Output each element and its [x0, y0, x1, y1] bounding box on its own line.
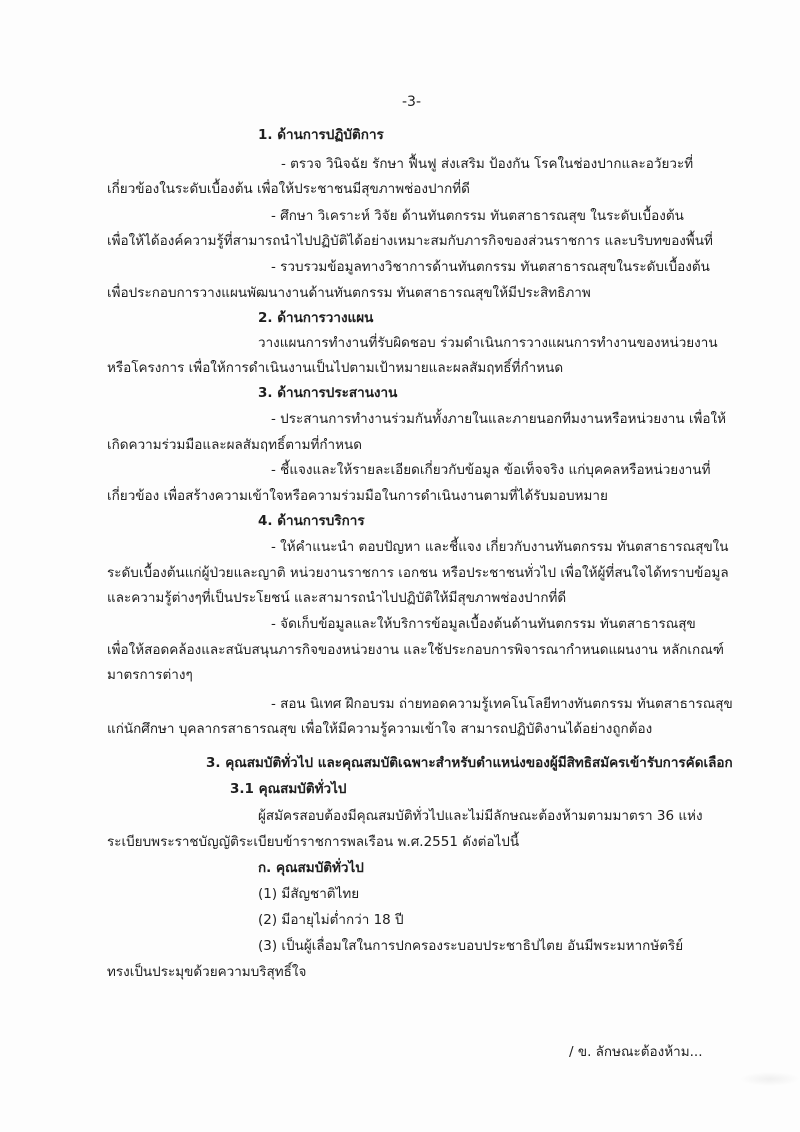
qualification-item: (1) มีสัญชาติไทย — [258, 886, 360, 902]
paragraph-line: ระดับเบื้องต้นแก่ผู้ป่วยและญาติ หน่วยงานราชการ เอกชน หรือประชาชนทั่วไป เพื่อให้ผู้ที่สนใจได้ทราบข้อมูล — [107, 565, 729, 581]
qualification-item: (2) มีอายุไม่ต่ำกว่า 18 ปี — [258, 912, 404, 928]
paragraph-line: - รวบรวมข้อมูลทางวิชาการด้านทันตกรรม ทันตสาธารณสุขในระดับเบื้องต้น — [271, 259, 710, 275]
paragraph-line: เกี่ยวข้อง เพื่อสร้างความเข้าใจหรือความร่วมมือในการดำเนินงานตามที่ได้รับมอบหมาย — [107, 488, 608, 504]
qualifications-sub-heading: 3.1 คุณสมบัติทั่วไป — [230, 781, 347, 797]
paragraph-line: วางแผนการทำงานที่รับผิดชอบ ร่วมดำเนินการวางแผนการทำงานของหน่วยงาน — [258, 335, 718, 351]
paragraph-line: - ชี้แจงและให้รายละเอียดเกี่ยวกับข้อมูล ข้อเท็จจริง แก่บุคคลหรือหน่วยงานที่ — [271, 462, 711, 478]
qualification-item: (3) เป็นผู้เลื่อมใสในการปกครองระบอบประชาธิปไตย อันมีพระมหากษัตริย์ — [258, 938, 684, 954]
section-3-heading: 3. ด้านการประสานงาน — [258, 385, 398, 401]
qualification-item: ทรงเป็นประมุขด้วยความบริสุทธิ์ใจ — [107, 964, 307, 980]
paragraph-line: - จัดเก็บข้อมูลและให้บริการข้อมูลเบื้องต้นด้านทันตกรรม ทันตสาธารณสุข — [271, 616, 696, 632]
paragraph-line: มาตรการต่างๆ — [107, 667, 193, 683]
general-qualifications-heading: ก. คุณสมบัติทั่วไป — [258, 860, 364, 876]
page-number: -3- — [402, 94, 422, 110]
paragraph-line: ระเบียบพระราชบัญญัติระเบียบข้าราชการพลเรือน พ.ศ.2551 ดังต่อไปนี้ — [107, 834, 520, 850]
section-2-heading: 2. ด้านการวางแผน — [258, 310, 374, 326]
paragraph-line: เพื่อให้สอดคล้องและสนับสนุนภารกิจของหน่วยงาน และใช้ประกอบการพิจารณากำหนดแผนงาน หลักเกณฑ์ — [107, 642, 724, 658]
paragraph-line: เพื่อให้ได้องค์ความรู้ที่สามารถนำไปปฏิบัติได้อย่างเหมาะสมกับภารกิจของส่วนราชการ และบริบทของพื้นที่ — [107, 233, 713, 249]
paragraph-line: เกิดความร่วมมือและผลสัมฤทธิ์ตามที่กำหนด — [107, 437, 363, 453]
paragraph-line: - ประสานการทำงานร่วมกันทั้งภายในและภายนอกทีมงานหรือหน่วยงาน เพื่อให้ — [271, 411, 727, 427]
section-4-heading: 4. ด้านการบริการ — [258, 513, 365, 529]
paragraph-line: และความรู้ต่างๆที่เป็นประโยชน์ และสามารถนำไปปฏิบัติให้มีสุขภาพช่องปากที่ดี — [107, 590, 567, 606]
continuation-note: / ข. ลักษณะต้องห้าม... — [569, 1044, 703, 1060]
scan-smudge — [740, 1072, 800, 1086]
paragraph-line: หรือโครงการ เพื่อให้การดำเนินงานเป็นไปตามเป้าหมายและผลสัมฤทธิ์ที่กำหนด — [107, 360, 564, 376]
paragraph-line: เกี่ยวข้องในระดับเบื้องต้น เพื่อให้ประชาชนมีสุขภาพช่องปากที่ดี — [107, 181, 470, 197]
paragraph-line: ผู้สมัครสอบต้องมีคุณสมบัติทั่วไปและไม่มีลักษณะต้องห้ามตามมาตรา 36 แห่ง — [258, 808, 703, 824]
section-1-heading: 1. ด้านการปฏิบัติการ — [258, 127, 384, 143]
paragraph-line: - ตรวจ วินิจฉัย รักษา ฟื้นฟู ส่งเสริม ป้องกัน โรคในช่องปากและอวัยวะที่ — [281, 156, 694, 172]
paragraph-line: แก่นักศึกษา บุคลากรสาธารณสุข เพื่อให้มีความรู้ความเข้าใจ สามารถปฏิบัติงานได้อย่างถูกต้อง — [107, 721, 653, 737]
paragraph-line: - ศึกษา วิเคราะห์ วิจัย ด้านทันตกรรม ทันตสาธารณสุข ในระดับเบื้องต้น — [271, 208, 684, 224]
paragraph-line: - ให้คำแนะนำ ตอบปัญหา และชี้แจง เกี่ยวกับงานทันตกรรม ทันตสาธารณสุขใน — [271, 539, 729, 555]
paragraph-line: เพื่อประกอบการวางแผนพัฒนางานด้านทันตกรรม ทันตสาธารณสุขให้มีประสิทธิภาพ — [107, 285, 591, 301]
qualifications-heading: 3. คุณสมบัติทั่วไป และคุณสมบัติเฉพาะสำหรับตำแหน่งของผู้มีสิทธิสมัครเข้ารับการคัดเลือก — [206, 755, 733, 771]
paragraph-line: - สอน นิเทศ ฝึกอบรม ถ่ายทอดความรู้เทคโนโลยีทางทันตกรรม ทันตสาธารณสุข — [271, 696, 733, 712]
